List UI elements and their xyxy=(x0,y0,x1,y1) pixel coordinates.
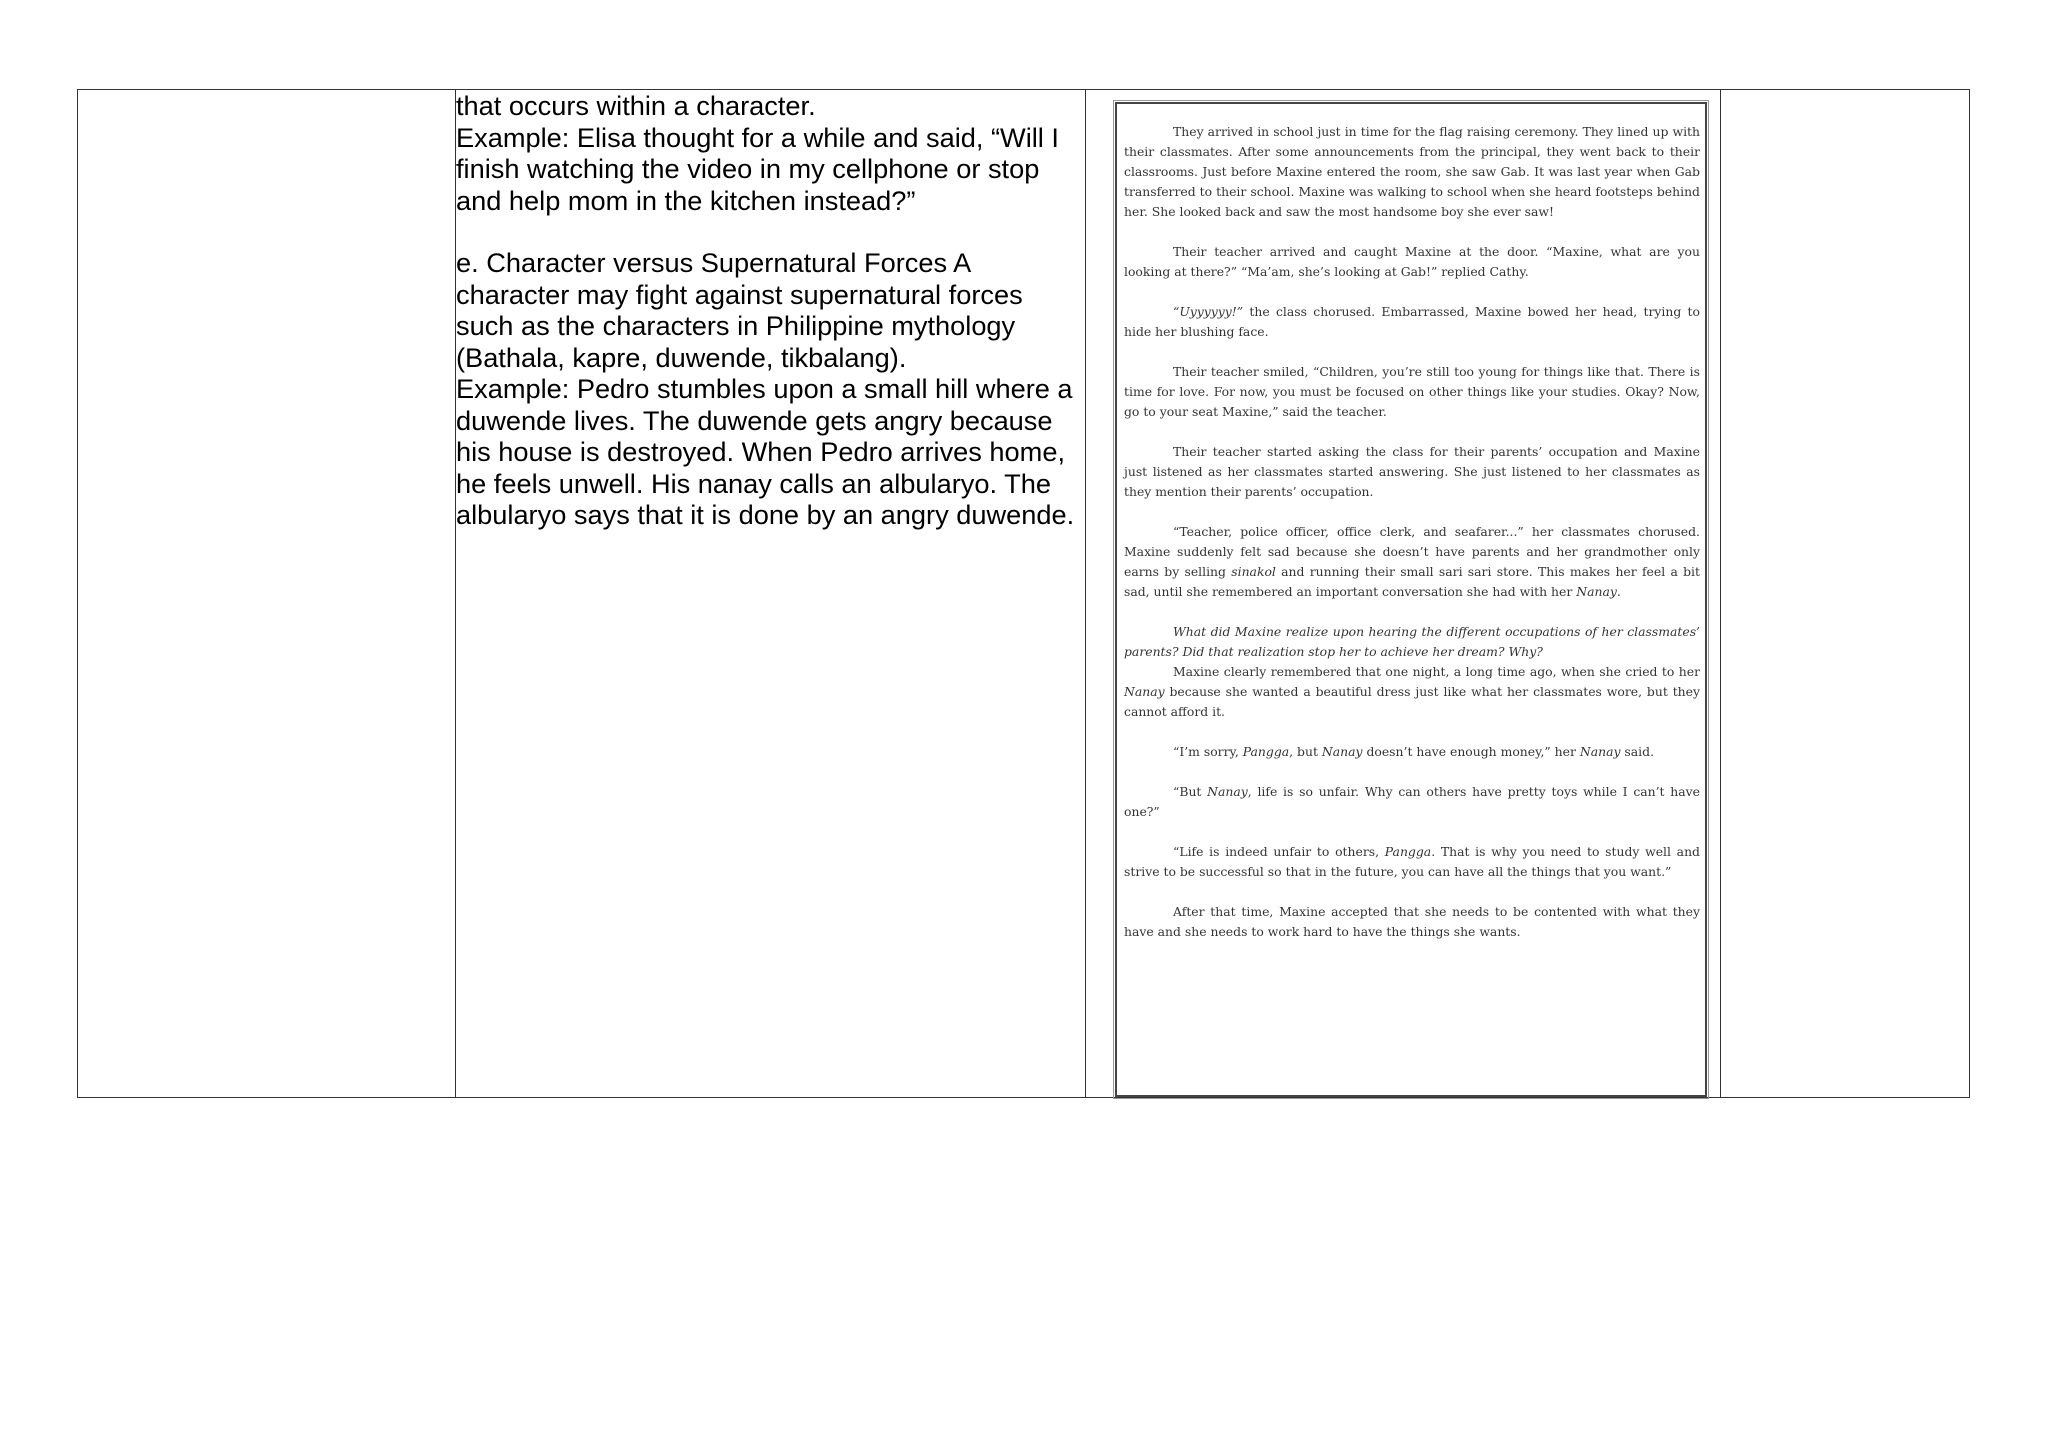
story-excerpt-cell xyxy=(1086,90,1721,1098)
story-paragraph: Their teacher arrived and caught Maxine at the door. “Maxine, what are you looking at there?” “Ma’am, she’s looking at Gab!” replied Cathy. xyxy=(1124,244,1700,279)
story-paragraph: “I’m sorry, Pangga, but Nanay doesn’t have enough money,” her Nanay said. xyxy=(1173,744,1655,759)
story-guide-question: What did Maxine realize upon hearing the different occupations of her classmates’ parents? Did that realization stop her to achieve her dream? Why? xyxy=(1124,624,1700,659)
internal-conflict-example: Example: Elisa thought for a while and said, “Will I finish watching the video in my cellphone or stop and help mom in the kitchen instead?” xyxy=(456,121,1059,216)
empty-cell-left xyxy=(78,90,456,1098)
story-paragraph: “Teacher, police officer, office clerk, and seafarer...” her classmates chorused. Maxine suddenly felt sad because she doesn’t have parents and her grandmother only earns by selling sinakol and running their small sari sari store. This makes her feel a bit sad, until she remembered an important conversation she had with her Nanay. xyxy=(1124,524,1700,599)
story-paragraph: Their teacher smiled, “Children, you’re still too young for things like that. There is time for love. For now, you must be focused on other things like your studies. Okay? Now, go to your seat Maxine,” said the teacher. xyxy=(1124,364,1700,419)
story-paragraph: “Uyyyyyy!” the class chorused. Embarrassed, Maxine bowed her head, trying to hide her blushing face. xyxy=(1124,304,1700,339)
story-excerpt-wrapper xyxy=(1086,90,1720,1097)
story-paragraph: After that time, Maxine accepted that she needs to be contented with what they have and she needs to work hard to have the things she wants. xyxy=(1124,904,1700,939)
story-paragraph: Their teacher started asking the class for their parents’ occupation and Maxine just listened as her classmates started answering. She just listened to her classmates as they mention their parents’ occupation. xyxy=(1124,444,1700,499)
lesson-table xyxy=(77,89,1970,1098)
story-paragraph: “But Nanay, life is so unfair. Why can others have pretty toys while I can’t have one?” xyxy=(1124,784,1700,819)
table-row xyxy=(78,90,1970,1098)
item-e-description: A character may fight against supernatural forces such as the characters in Philippine mythology (Bathala, kapre, duwende, tikbalang). xyxy=(456,247,1023,373)
conflict-types-cell xyxy=(456,90,1086,1098)
story-excerpt xyxy=(1115,102,1707,1097)
story-exclamation: “Uyyyyyy!” xyxy=(1173,304,1244,319)
empty-cell-right xyxy=(1721,90,1970,1098)
paragraph-gap xyxy=(456,216,1085,247)
story-paragraph: They arrived in school just in time for the flag raising ceremony. They lined up with their classmates. After some announcements from the principal, they went back to their classrooms. Just before Maxine entered the room, she saw Gab. It was last year when Gab transferred to their school. Maxine was walking to school when she heard footsteps behind her. She looked back and saw the most handsome boy she ever saw! xyxy=(1124,124,1700,219)
story-paragraph: Maxine clearly remembered that one night, a long time ago, when she cried to her Nanay because she wanted a beautiful dress just like what her classmates wore, but they cannot afford it. xyxy=(1124,664,1700,719)
item-e-example: Example: Pedro stumbles upon a small hill where a duwende lives. The duwende gets angry because his house is destroyed. When Pedro arrives home, he feels unwell. His nanay calls an albularyo. The albularyo says that it is done by an angry duwende. xyxy=(456,373,1075,530)
story-paragraph: “Life is indeed unfair to others, Pangga. That is why you need to study well and strive to be successful so that in the future, you can have all the things that you want.” xyxy=(1124,844,1700,879)
item-e xyxy=(456,247,1085,373)
continued-text: that occurs within a character. xyxy=(456,90,816,121)
item-e-heading: e. Character versus Supernatural Forces xyxy=(456,247,948,278)
